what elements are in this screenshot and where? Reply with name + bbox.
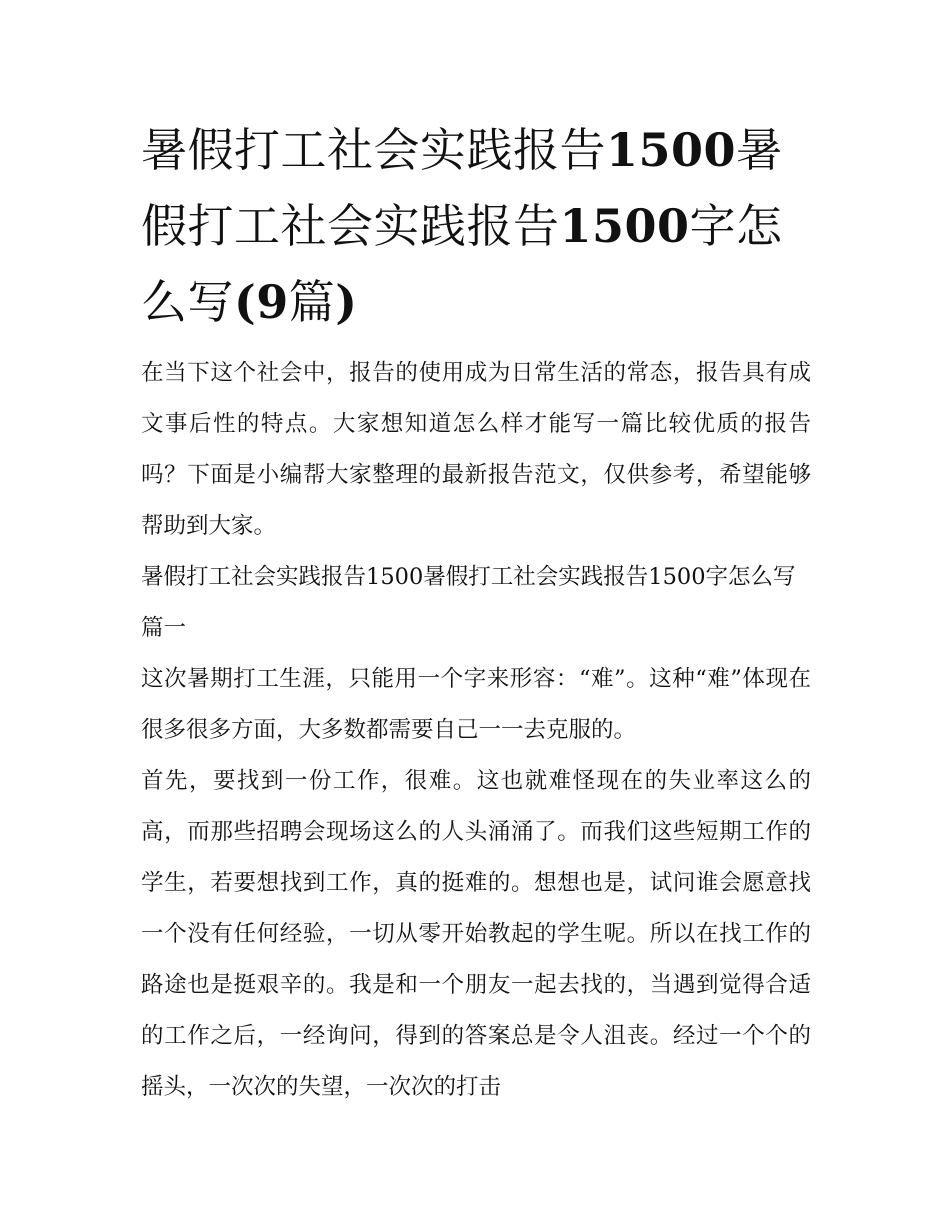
section-heading: 暑假打工社会实践报告1500暑假打工社会实践报告1500字怎么写篇一 xyxy=(141,564,796,641)
body-paragraph-2: 首先，要找到一份工作，很难。这也就难怪现在的失业率这么的高，而那些招聘会现场这么的人头涌涌了。而我们这些短期工作的学生，若要想找到工作，真的挺难的。想想也是，试问谁会愿意找一个没有任何经验，一切从零开始教起的学生呢。所以在找工作的路途也是挺艰辛的。我是和一个朋友一起去找的，当遇到觉得合适的工作之后，一经询问，得到的答案总是令人沮丧。经过一个个的摇头，一次次的失望，一次次的打击 xyxy=(141,768,811,1100)
intro-paragraph: 在当下这个社会中，报告的使用成为日常生活的常态，报告具有成文事后性的特点。大家想知道怎么样才能写一篇比较优质的报告吗？下面是小编帮大家整理的最新报告范文，仅供参考，希望能够帮助到大家。 xyxy=(141,360,811,539)
document-title: 暑假打工社会实践报告1500暑假打工社会实践报告1500字怎么写(9篇) xyxy=(141,123,783,329)
document-page xyxy=(141,112,811,1113)
body-paragraph-1: 这次暑期打工生涯，只能用一个字来形容：“难”。这种“难”体现在很多很多方面，大多数都需要自己一一去克服的。 xyxy=(141,666,811,743)
